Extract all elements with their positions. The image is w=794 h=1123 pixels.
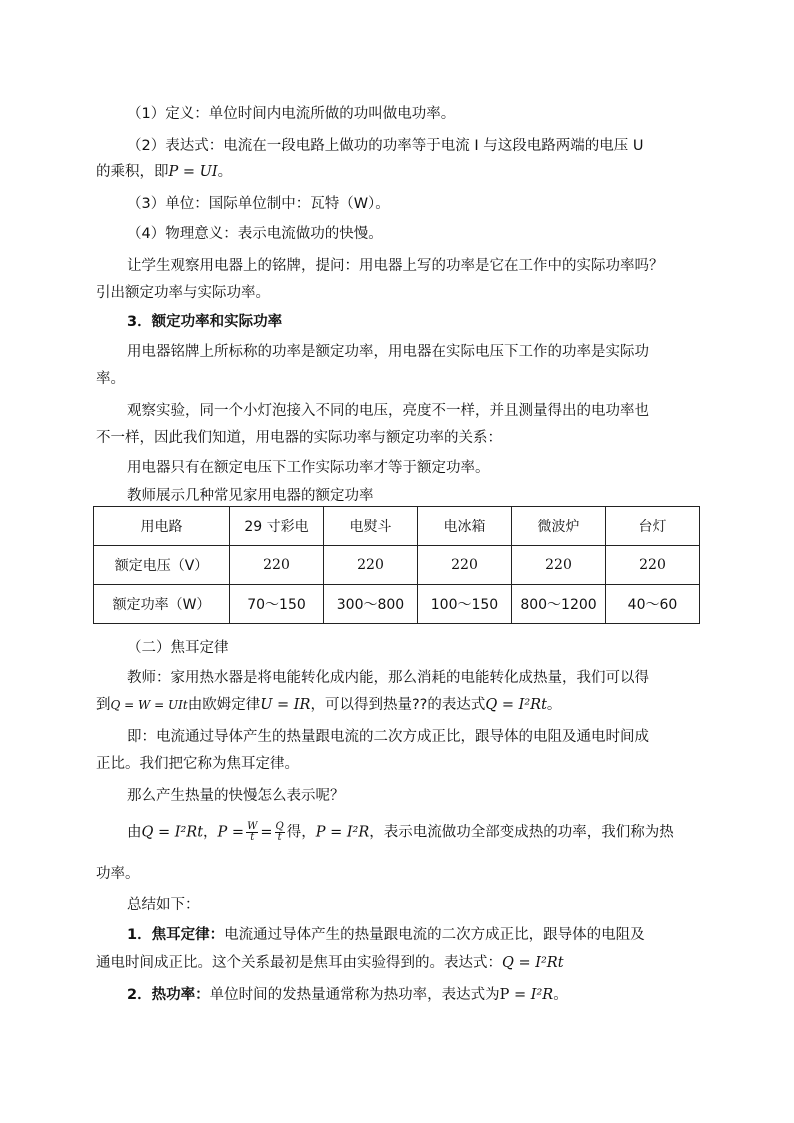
law-line-2: 正比。我们把它称为焦耳定律。 bbox=[96, 756, 299, 772]
summary-term-heat-power: 2．热功率： bbox=[127, 987, 210, 1003]
table-cell: 800～1200 bbox=[512, 585, 606, 624]
definition-line: （1）定义：单位时间内电流所做的功叫做电功率。 bbox=[127, 106, 456, 122]
table-row bbox=[94, 585, 700, 624]
table-cell: 300～800 bbox=[324, 585, 418, 624]
table-cell: 220 bbox=[230, 546, 324, 585]
law-line-1: 即：电流通过导体产生的热量跟电流的二次方成正比，跟导体的电阻及通电时间成 bbox=[127, 729, 649, 745]
text-span: 。 bbox=[553, 987, 568, 1003]
text-span: P = bbox=[499, 987, 531, 1003]
table-cell: 220 bbox=[418, 546, 512, 585]
table-cell: 额定电压（V） bbox=[94, 546, 230, 585]
text-span: 通电时间成正比。这个关系最初是焦耳由实验得到的。表达式： bbox=[96, 955, 502, 971]
table-cell: 70～150 bbox=[230, 585, 324, 624]
summary-heading: 总结如下： bbox=[127, 897, 200, 913]
formula-p-eq: P = bbox=[217, 824, 245, 841]
question-heat-rate: 那么产生热量的快慢怎么表示呢？ bbox=[127, 788, 345, 804]
section-heading-rated-power: 3．额定功率和实际功率 bbox=[127, 314, 283, 330]
table-cell: 29 寸彩电 bbox=[230, 507, 324, 546]
table-header-row bbox=[94, 507, 700, 546]
summary-item-1-line-1 bbox=[127, 925, 645, 945]
fraction-denominator: t bbox=[277, 832, 282, 843]
table-cell: 220 bbox=[606, 546, 700, 585]
formula-q-w-uit: Q = W = UIt bbox=[110, 698, 188, 712]
teacher-line-1: 教师：家用热水器是将电能转化成内能，那么消耗的电能转化成热量，我们可以得 bbox=[127, 670, 649, 686]
table-cell: 用电路 bbox=[94, 507, 230, 546]
formula-q-i2rt: Q = I²Rt bbox=[485, 697, 547, 713]
fraction-denominator: t bbox=[250, 832, 255, 843]
text-span: 。 bbox=[546, 697, 562, 713]
text-span: ，表示电流做功全部变成热的功率，我们称为热 bbox=[369, 824, 674, 841]
table-cell: 40～60 bbox=[606, 585, 700, 624]
experiment-line-1: 观察实验，同一个小灯泡接入不同的电压，亮度不一样，并且测量得出的电功率也 bbox=[127, 403, 649, 419]
text-span: ， bbox=[203, 824, 218, 841]
formula-p-i2r: P = I²R bbox=[315, 824, 370, 841]
text-span: 电流通过导体产生的热量跟电流的二次方成正比，跟导体的电阻及 bbox=[224, 927, 645, 943]
table-cell: 额定功率（W） bbox=[94, 585, 230, 624]
question-line-1: 让学生观察用电器上的铭牌，提问：用电器上写的功率是它在工作中的实际功率吗？ bbox=[127, 258, 664, 274]
table-row bbox=[94, 546, 700, 585]
fraction-w-t bbox=[246, 822, 258, 843]
summary-term-joule: 1．焦耳定律： bbox=[127, 927, 225, 943]
question-line-2: 引出额定功率与实际功率。 bbox=[96, 285, 270, 301]
rated-power-table bbox=[93, 506, 700, 624]
conclusion-line: 用电器只有在额定电压下工作实际功率才等于额定功率。 bbox=[127, 460, 490, 476]
summary-item-2 bbox=[127, 985, 568, 1005]
table-cell: 电熨斗 bbox=[324, 507, 418, 546]
rated-power-line-2: 率。 bbox=[96, 371, 125, 387]
table-cell: 台灯 bbox=[606, 507, 700, 546]
text-span: 到 bbox=[96, 697, 111, 713]
experiment-line-2: 不一样，因此我们知道，用电器的实际功率与额定功率的关系： bbox=[96, 430, 502, 446]
text-span: 单位时间的发热量通常称为热功率，表达式为 bbox=[209, 987, 500, 1003]
fraction-q-t bbox=[275, 822, 285, 843]
unit-line: （3）单位：国际单位制中：瓦特（W）。 bbox=[127, 196, 390, 212]
formula-i2r: I²R bbox=[530, 987, 554, 1003]
text-span: ，可以得到热量??的表达式 bbox=[310, 697, 486, 713]
formula-u-ir: U = IR bbox=[260, 697, 311, 713]
text-span: 得， bbox=[286, 824, 316, 841]
equals-sign: = bbox=[260, 824, 273, 841]
fraction-numerator: Q bbox=[275, 821, 284, 832]
formula-q-i2rt: Q = I²Rt bbox=[502, 955, 564, 971]
fraction-numerator: W bbox=[247, 821, 258, 832]
formula-q-i2rt: Q = I²Rt bbox=[141, 824, 204, 841]
table-cell: 100～150 bbox=[418, 585, 512, 624]
formula-p-ui: P = UI bbox=[168, 164, 218, 180]
meaning-line: （4）物理意义：表示电流做功的快慢。 bbox=[127, 226, 383, 242]
table-cell: 220 bbox=[512, 546, 606, 585]
table-cell: 微波炉 bbox=[512, 507, 606, 546]
text-span: 由 bbox=[127, 824, 142, 841]
expression-line-2 bbox=[96, 162, 232, 182]
teacher-line-2 bbox=[96, 695, 561, 715]
section-heading-joule: （二）焦耳定律 bbox=[127, 640, 229, 656]
text-span: 。 bbox=[217, 164, 233, 180]
text-span: 由欧姆定律 bbox=[187, 697, 261, 713]
summary-item-1-line-2 bbox=[96, 953, 564, 973]
table-cell: 电冰箱 bbox=[418, 507, 512, 546]
rated-power-line-1: 用电器铭牌上所标称的功率是额定功率，用电器在实际电压下工作的功率是实际功 bbox=[127, 344, 649, 360]
expression-line-1: （2）表达式：电流在一段电路上做功的功率等于电流 I 与这段电路两端的电压 U bbox=[127, 138, 644, 154]
text-span: 的乘积，即 bbox=[96, 164, 169, 180]
derivation-line-2: 功率。 bbox=[96, 866, 140, 882]
table-caption: 教师展示几种常见家用电器的额定功率 bbox=[127, 488, 374, 504]
table-cell: 220 bbox=[324, 546, 418, 585]
derivation-line bbox=[127, 822, 674, 843]
